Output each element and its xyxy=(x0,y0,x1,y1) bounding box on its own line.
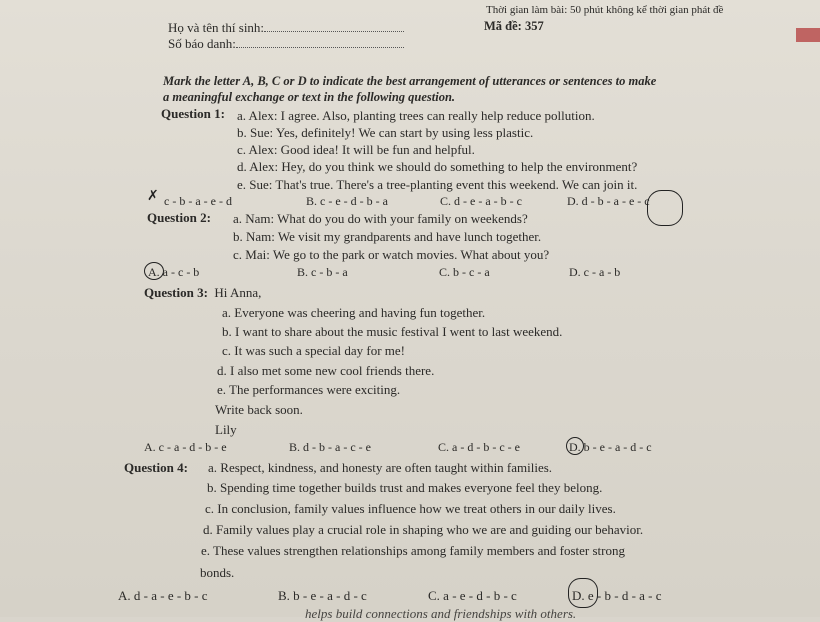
question-3-heading: Question 3: Hi Anna, xyxy=(144,285,262,300)
instruction-line-1: Mark the letter A, B, C or D to indicate the best arrangement of utterances or sentences to make xyxy=(163,74,657,88)
exam-code: Mã đề: 357 xyxy=(484,19,544,33)
q1-line-e: e. Sue: That's true. There's a tree-planting event this weekend. We can join it. xyxy=(237,177,638,192)
q4-line-e: e. These values strengthen relationships among family members and foster strong xyxy=(201,543,625,558)
q2-option-d: D. c - a - b xyxy=(569,265,621,279)
q1-line-d: d. Alex: Hey, do you think we should do something to help the environment? xyxy=(237,159,638,174)
q4-line-e-cont: bonds. xyxy=(200,565,235,580)
q1-line-c: c. Alex: Good idea! It will be fun and helpful. xyxy=(237,142,475,157)
q1-line-b: b. Sue: Yes, definitely! We can start by using less plastic. xyxy=(237,125,534,140)
q3-line-d: d. I also met some new cool friends there. xyxy=(217,363,435,378)
q3-line-e: e. The performances were exciting. xyxy=(217,382,401,397)
question-2-label: Question 2: xyxy=(147,210,211,225)
answer-circle-icon xyxy=(566,437,584,455)
q2-option-c: C. b - c - a xyxy=(439,265,490,279)
q2-line-c: c. Mai: We go to the park or watch movies. What about you? xyxy=(233,247,550,262)
q4-option-c: C. a - e - d - b - c xyxy=(428,588,517,603)
id-label: Số báo danh: xyxy=(168,36,404,52)
q2-line-a: a. Nam: What do you do with your family on weekends? xyxy=(233,211,528,226)
question-1-label: Question 1: xyxy=(161,106,225,121)
q3-line-c: c. It was such a special day for me! xyxy=(222,343,406,358)
q4-option-b: B. b - e - a - d - c xyxy=(278,588,367,603)
q3-line-b: b. I want to share about the music festival I went to last weekend. xyxy=(222,324,563,339)
red-mark xyxy=(796,28,820,42)
cross-mark-icon: ✗ xyxy=(147,188,159,204)
answer-circle-icon xyxy=(568,578,598,608)
q1-option-d: D. d - b - a - e - c xyxy=(567,194,650,208)
q4-line-d: d. Family values play a crucial role in shaping who we are and guiding our behavior. xyxy=(203,522,644,537)
q2-option-a: A. a - c - b xyxy=(148,265,200,279)
instruction-line-2: a meaningful exchange or text in the following question. xyxy=(163,90,456,104)
q4-option-d: D. e - b - d - a - c xyxy=(572,588,662,603)
q4-option-a: A. d - a - e - b - c xyxy=(118,588,208,603)
q2-option-b: B. c - b - a xyxy=(297,265,348,279)
q4-cut-line: helps build connections and friendships with others. xyxy=(305,606,577,621)
answer-circle-icon xyxy=(647,190,683,226)
q2-line-b: b. Nam: We visit my grandparents and have lunch together. xyxy=(233,229,542,244)
q1-option-b: B. c - e - d - b - a xyxy=(306,194,388,208)
q4-line-c: c. In conclusion, family values influence how we treat others in our daily lives. xyxy=(205,501,616,516)
q3-closing: Write back soon. xyxy=(215,402,303,417)
q3-option-b: B. d - b - a - c - e xyxy=(289,440,371,454)
name-label: Họ và tên thí sinh: xyxy=(168,20,404,36)
q1-option-a: c - b - a - e - d xyxy=(164,194,232,208)
q3-option-a: A. c - a - d - b - e xyxy=(144,440,227,454)
q4-line-b: b. Spending time together builds trust and makes everyone feel they belong. xyxy=(207,480,603,495)
time-note: Thời gian làm bài: 50 phút không kể thời gian phát đề xyxy=(486,4,724,16)
q3-line-a: a. Everyone was cheering and having fun together. xyxy=(222,305,486,320)
q3-signature: Lily xyxy=(215,422,237,437)
q1-option-c: C. d - e - a - b - c xyxy=(440,194,522,208)
q1-line-a: a. Alex: I agree. Also, planting trees can really help reduce pollution. xyxy=(237,108,595,123)
q3-option-d: D. b - e - a - d - c xyxy=(569,440,652,454)
q3-option-c: C. a - d - b - c - e xyxy=(438,440,520,454)
q4-line-a: a. Respect, kindness, and honesty are often taught within families. xyxy=(208,460,553,475)
question-4-label: Question 4: xyxy=(124,460,188,475)
